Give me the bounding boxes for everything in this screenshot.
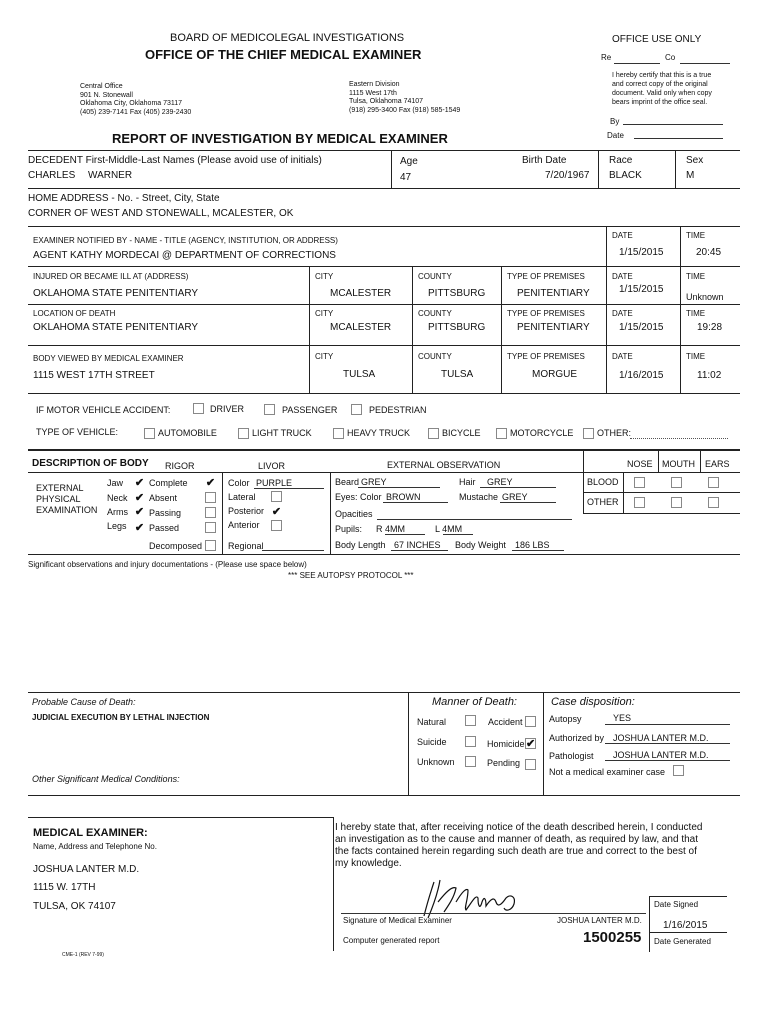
- injured-time-label: TIME: [686, 272, 706, 281]
- accident-label: Accident: [488, 717, 523, 727]
- form-id: CME-1 (REV 7-99): [62, 952, 104, 958]
- automobile-checkbox[interactable]: [144, 428, 155, 439]
- blood-ears-checkbox[interactable]: [708, 477, 719, 488]
- not-me-case-label: Not a medical examiner case: [549, 767, 666, 777]
- viewed-city-label: CITY: [315, 352, 334, 361]
- injured-label: INJURED OR BECAME ILL AT (ADDRESS): [33, 272, 189, 281]
- beard-value: GREY: [361, 477, 387, 487]
- nose-header: NOSE: [627, 459, 653, 469]
- heavy-truck-label: HEAVY TRUCK: [347, 428, 411, 438]
- blood-nose-checkbox[interactable]: [634, 477, 645, 488]
- autopsy-value: YES: [613, 713, 632, 723]
- death-premises-value: PENITENTIARY: [517, 322, 590, 333]
- viewed-label: BODY VIEWED BY MEDICAL EXAMINER: [33, 354, 184, 363]
- viewed-time-value: 11:02: [697, 370, 722, 381]
- death-date-label: DATE: [612, 309, 633, 318]
- date-signed-label: Date Signed: [654, 900, 699, 909]
- injured-premises-label: TYPE OF PREMISES: [507, 272, 585, 281]
- injured-value: OKLAHOMA STATE PENITENTIARY: [33, 288, 199, 299]
- ears-header: EARS: [705, 459, 730, 469]
- central-office-address: Central Office 901 N. Stonewall Oklahoma City, Oklahoma 73117 (405) 239-7141 Fax (405) 239-2430: [80, 83, 192, 116]
- body-length-label: Body Length: [335, 540, 386, 550]
- hair-label: Hair: [459, 477, 476, 487]
- motorcycle-checkbox[interactable]: [496, 428, 507, 439]
- race-label: Race: [609, 155, 633, 166]
- jaw-label: Jaw: [107, 478, 124, 488]
- accident-checkbox[interactable]: [525, 716, 536, 727]
- examiner-street: 1115 W. 17TH: [33, 882, 96, 893]
- viewed-time-label: TIME: [686, 352, 706, 361]
- complete-label: Complete: [149, 478, 188, 488]
- body-length-value: 67 INCHES: [394, 540, 441, 550]
- pupils-left-value: L 4MM: [435, 524, 463, 534]
- not-me-case-checkbox[interactable]: [673, 765, 684, 776]
- death-location-value: OKLAHOMA STATE PENITENTIARY: [33, 322, 199, 333]
- suicide-checkbox[interactable]: [465, 736, 476, 747]
- authorized-label: Authorized by: [549, 733, 605, 743]
- birth-date-label: Birth Date: [522, 155, 567, 166]
- passenger-checkbox[interactable]: [264, 404, 275, 415]
- pending-label: Pending: [487, 758, 521, 768]
- decomposed-label: Decomposed: [149, 541, 203, 551]
- disposition-label: Case disposition:: [551, 696, 635, 708]
- other-vehicle-label: OTHER:: [597, 428, 632, 438]
- viewed-date-label: DATE: [612, 352, 633, 361]
- blood-mouth-checkbox[interactable]: [671, 477, 682, 488]
- notified-time-value: 20:45: [696, 247, 722, 258]
- other-conditions-label: Other Significant Medical Conditions:: [32, 774, 180, 784]
- blood-label: BLOOD: [587, 477, 619, 487]
- beard-label: Beard: [335, 477, 360, 487]
- case-number: 1500255: [583, 929, 642, 946]
- legs-check[interactable]: ✔: [134, 522, 145, 534]
- observations-value: *** SEE AUTOPSY PROTOCOL ***: [288, 571, 414, 580]
- homicide-check[interactable]: ✔: [526, 738, 536, 750]
- lateral-checkbox[interactable]: [271, 491, 282, 502]
- home-address-value: CORNER OF WEST AND STONEWALL, MCALESTER, OK: [28, 208, 294, 219]
- board-title: BOARD OF MEDICOLEGAL INVESTIGATIONS: [170, 32, 405, 44]
- viewed-date-value: 1/16/2015: [619, 370, 664, 381]
- certification-statement: I hereby state that, after receiving notice of the death described herein, I conducted an investigation as to the cause and manner of death, as required by law, and that the facts contained herein regarding such death are true and correct to the best of my knowledge.: [335, 822, 703, 869]
- death-time-label: TIME: [686, 309, 706, 318]
- unknown-label: Unknown: [417, 757, 455, 767]
- examiner-title: MEDICAL EXAMINER:: [33, 827, 148, 839]
- age-value: 47: [400, 172, 412, 183]
- arms-check[interactable]: ✔: [134, 506, 145, 518]
- driver-label: DRIVER: [210, 404, 245, 414]
- computer-generated-label: Computer generated report: [343, 936, 440, 945]
- viewed-premises-value: MORGUE: [532, 369, 577, 380]
- vehicle-type-label: TYPE OF VEHICLE:: [36, 427, 119, 437]
- injured-premises-value: PENITENTIARY: [517, 288, 590, 299]
- unknown-checkbox[interactable]: [465, 756, 476, 767]
- other-mouth-checkbox[interactable]: [671, 497, 682, 508]
- suicide-label: Suicide: [417, 737, 447, 747]
- certify-text: I hereby certify that this is a true and correct copy of the original document. Valid only when copy bears imprint of the office seal.: [612, 72, 712, 106]
- eastern-division-address: Eastern Division 1115 West 17th Tulsa, Oklahoma 74107 (918) 295-3400 Fax (918) 585-1549: [349, 81, 461, 114]
- opacities-label: Opacities: [335, 509, 373, 519]
- body-weight-value: 186 LBS: [515, 540, 550, 550]
- observations-label: Significant observations and injury documentations - (Please use space below): [28, 560, 307, 569]
- pupils-right-value: R 4MM: [376, 524, 405, 534]
- light-truck-label: LIGHT TRUCK: [252, 428, 312, 438]
- office-title: OFFICE OF THE CHIEF MEDICAL EXAMINER: [145, 47, 422, 62]
- mustache-label: Mustache: [459, 492, 499, 502]
- eyes-value: BROWN: [386, 492, 421, 502]
- death-location-label: LOCATION OF DEATH: [33, 309, 116, 318]
- passenger-label: PASSENGER: [282, 405, 338, 415]
- jaw-check[interactable]: ✔: [134, 477, 145, 489]
- viewed-premises-label: TYPE OF PREMISES: [507, 352, 585, 361]
- decedent-first-name: CHARLES: [28, 170, 76, 181]
- body-weight-label: Body Weight: [455, 540, 506, 550]
- pending-checkbox[interactable]: [525, 759, 536, 770]
- bicycle-checkbox[interactable]: [428, 428, 439, 439]
- absent-label: Absent: [149, 493, 178, 503]
- notified-date-value: 1/15/2015: [619, 247, 664, 258]
- injured-date-label: DATE: [612, 272, 633, 281]
- posterior-check[interactable]: ✔: [271, 506, 282, 518]
- home-address-label: HOME ADDRESS - No. - Street, City, State: [28, 193, 220, 204]
- pathologist-label: Pathologist: [549, 751, 594, 761]
- other-nose-checkbox[interactable]: [634, 497, 645, 508]
- viewed-county-label: COUNTY: [418, 352, 452, 361]
- notified-value: AGENT KATHY MORDECAI @ DEPARTMENT OF CORRECTIONS: [33, 250, 336, 261]
- passing-checkbox[interactable]: [205, 507, 216, 518]
- regional-label: Regional: [228, 541, 264, 551]
- death-time-value: 19:28: [697, 322, 723, 333]
- viewed-city-value: TULSA: [343, 369, 376, 380]
- age-label: Age: [400, 156, 418, 167]
- passing-label: Passing: [149, 508, 182, 518]
- passed-checkbox[interactable]: [205, 522, 216, 533]
- notified-label: EXAMINER NOTIFIED BY - NAME - TITLE (AGENCY, INSTITUTION, OR ADDRESS): [33, 236, 338, 245]
- automobile-label: AUTOMOBILE: [158, 428, 217, 438]
- other-label: OTHER: [587, 497, 619, 507]
- examiner-sub: Name, Address and Telephone No.: [33, 842, 157, 851]
- examiner-name: JOSHUA LANTER M.D.: [33, 864, 140, 875]
- report-title: REPORT OF INVESTIGATION BY MEDICAL EXAMINER: [112, 131, 448, 146]
- signature-image: [420, 872, 540, 922]
- injured-time-value: Unknown: [686, 292, 724, 302]
- hair-value: GREY: [487, 477, 513, 487]
- absent-checkbox[interactable]: [205, 492, 216, 503]
- legs-label: Legs: [107, 521, 127, 531]
- livor-color-label: Color: [228, 478, 250, 488]
- mustache-value: GREY: [502, 492, 528, 502]
- co-label: Co: [665, 53, 676, 62]
- autopsy-label: Autopsy: [549, 714, 582, 724]
- death-city-label: CITY: [315, 309, 334, 318]
- motor-accident-label: IF MOTOR VEHICLE ACCIDENT:: [36, 405, 171, 415]
- other-vehicle-checkbox[interactable]: [583, 428, 594, 439]
- homicide-label: Homicide: [487, 739, 525, 749]
- eyes-label: Eyes: Color: [335, 492, 382, 502]
- decedent-last-name: WARNER: [88, 170, 133, 181]
- notified-date-label: DATE: [612, 231, 633, 240]
- natural-label: Natural: [417, 717, 447, 727]
- pedestrian-checkbox[interactable]: [351, 404, 362, 415]
- signature-printed-name: JOSHUA LANTER M.D.: [557, 916, 642, 925]
- external-exam-label: EXTERNAL PHYSICAL EXAMINATION: [36, 483, 98, 515]
- death-county-label: COUNTY: [418, 309, 452, 318]
- examiner-city: TULSA, OK 74107: [33, 901, 116, 912]
- passed-label: Passed: [149, 523, 180, 533]
- viewed-county-value: TULSA: [441, 369, 474, 380]
- date-label: Date: [607, 131, 624, 140]
- neck-label: Neck: [107, 493, 128, 503]
- lateral-label: Lateral: [228, 492, 256, 502]
- bicycle-label: BICYCLE: [442, 428, 481, 438]
- re-label: Re: [601, 53, 612, 62]
- death-date-value: 1/15/2015: [619, 322, 664, 333]
- other-ears-checkbox[interactable]: [708, 497, 719, 508]
- injured-date-value: 1/15/2015: [619, 284, 664, 295]
- livor-color-value: PURPLE: [256, 478, 293, 488]
- decomposed-checkbox[interactable]: [205, 540, 216, 551]
- posterior-label: Posterior: [228, 506, 265, 516]
- mouth-header: MOUTH: [662, 459, 695, 469]
- death-county-value: PITTSBURG: [428, 322, 486, 333]
- livor-header: LIVOR: [258, 461, 286, 471]
- cause-value: JUDICIAL EXECUTION BY LETHAL INJECTION: [32, 713, 210, 722]
- sex-value: M: [686, 170, 695, 181]
- signature-label: Signature of Medical Examiner: [343, 916, 452, 925]
- description-title: DESCRIPTION OF BODY: [32, 458, 149, 469]
- anterior-checkbox[interactable]: [271, 520, 282, 531]
- anterior-label: Anterior: [228, 520, 260, 530]
- pupils-label: Pupils:: [335, 524, 363, 534]
- injured-city-label: CITY: [315, 272, 334, 281]
- birth-date-value: 7/20/1967: [545, 170, 590, 181]
- arms-label: Arms: [107, 507, 128, 517]
- rigor-header: RIGOR: [165, 461, 195, 471]
- neck-check[interactable]: ✔: [134, 492, 145, 504]
- authorized-value: JOSHUA LANTER M.D.: [613, 733, 709, 743]
- death-city-value: MCALESTER: [330, 322, 392, 333]
- sex-label: Sex: [686, 155, 704, 166]
- natural-checkbox[interactable]: [465, 715, 476, 726]
- heavy-truck-checkbox[interactable]: [333, 428, 344, 439]
- notified-time-label: TIME: [686, 231, 706, 240]
- death-premises-label: TYPE OF PREMISES: [507, 309, 585, 318]
- external-observation-header: EXTERNAL OBSERVATION: [387, 460, 501, 470]
- motorcycle-label: MOTORCYCLE: [510, 428, 574, 438]
- office-use-label: OFFICE USE ONLY: [612, 34, 702, 45]
- date-signed-value: 1/16/2015: [663, 920, 708, 931]
- injured-county-value: PITTSBURG: [428, 288, 486, 299]
- manner-label: Manner of Death:: [432, 696, 517, 708]
- cause-label: Probable Cause of Death:: [32, 697, 136, 707]
- pathologist-value: JOSHUA LANTER M.D.: [613, 750, 709, 760]
- date-generated-label: Date Generated: [654, 937, 711, 946]
- driver-checkbox[interactable]: [193, 403, 204, 414]
- light-truck-checkbox[interactable]: [238, 428, 249, 439]
- race-value: BLACK: [609, 170, 642, 181]
- injured-county-label: COUNTY: [418, 272, 452, 281]
- pedestrian-label: PEDESTRIAN: [369, 405, 427, 415]
- complete-check[interactable]: ✔: [205, 477, 216, 489]
- decedent-label: DECEDENT First-Middle-Last Names (Please avoid use of initials): [28, 155, 322, 166]
- by-label: By: [610, 117, 620, 126]
- injured-city-value: MCALESTER: [330, 288, 392, 299]
- viewed-value: 1115 WEST 17TH STREET: [33, 370, 155, 381]
